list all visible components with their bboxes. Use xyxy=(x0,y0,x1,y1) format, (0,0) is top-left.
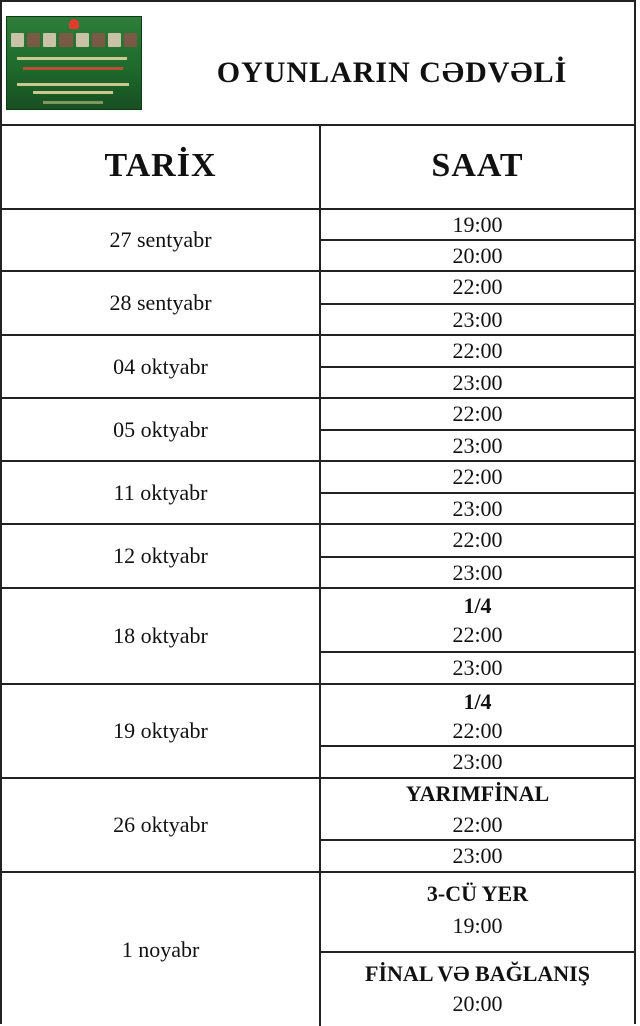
schedule-row xyxy=(2,589,634,685)
match-time: 23:00 xyxy=(321,651,634,681)
schedule-row xyxy=(2,525,634,589)
match-date: 28 sentyabr xyxy=(109,290,212,315)
column-header-time: SAAT xyxy=(431,147,524,184)
match-date: 26 oktyabr xyxy=(113,812,208,837)
match-date: 11 oktyabr xyxy=(113,479,208,505)
page-title: OYUNLARIN CƏDVƏLİ xyxy=(216,56,568,89)
schedule-row xyxy=(2,779,634,873)
match-time: 19:00 xyxy=(452,913,503,938)
match-time: 22:00 xyxy=(452,812,503,837)
stage-label: YARIMFİNAL xyxy=(405,781,550,806)
schedule-row xyxy=(2,462,634,525)
match-time: 23:00 xyxy=(321,839,634,869)
column-divider xyxy=(319,124,321,1026)
match-date: 18 oktyabr xyxy=(113,623,208,648)
schedule-row xyxy=(2,272,634,336)
schedule-row xyxy=(2,399,634,462)
match-time: 23:00 xyxy=(321,745,634,775)
match-time: 22:00 xyxy=(452,274,503,299)
match-date: 05 oktyabr xyxy=(113,416,208,442)
match-time: 23:00 xyxy=(321,556,634,586)
match-time: 22:00 xyxy=(452,401,503,426)
match-time: 22:00 xyxy=(452,464,503,489)
match-time: 22:00 xyxy=(452,718,503,743)
schedule-row xyxy=(2,336,634,399)
match-time: 20:00 xyxy=(321,239,634,269)
logo-emblem xyxy=(69,19,79,29)
match-time: 23:00 xyxy=(321,492,634,522)
stage-label: FİNAL VƏ BAĞLANIŞ xyxy=(365,961,590,986)
match-time: 22:00 xyxy=(452,338,503,363)
tournament-logo xyxy=(6,16,142,110)
schedule-row xyxy=(2,873,634,1026)
final-block xyxy=(321,951,634,1026)
stage-label: 3-CÜ YER xyxy=(426,881,529,906)
match-time: 23:00 xyxy=(321,366,634,396)
match-time: 23:00 xyxy=(321,303,634,333)
match-date: 04 oktyabr xyxy=(113,353,208,379)
logo-photo-strip xyxy=(11,33,137,47)
match-date: 1 noyabr xyxy=(121,936,200,962)
match-time: 22:00 xyxy=(452,527,503,552)
stage-label: 1/4 xyxy=(463,689,492,714)
match-time: 23:00 xyxy=(321,429,634,459)
match-date: 19 oktyabr xyxy=(113,718,208,743)
match-time: 22:00 xyxy=(452,622,503,647)
match-time: 19:00 xyxy=(452,212,503,237)
column-header-date: TARİX xyxy=(104,147,217,184)
schedule-row xyxy=(2,210,634,272)
match-time: 20:00 xyxy=(452,991,503,1016)
match-date: 12 oktyabr xyxy=(113,543,208,568)
header xyxy=(2,2,634,126)
schedule-row xyxy=(2,685,634,779)
match-date: 27 sentyabr xyxy=(109,227,212,252)
stage-label: 1/4 xyxy=(463,593,492,618)
